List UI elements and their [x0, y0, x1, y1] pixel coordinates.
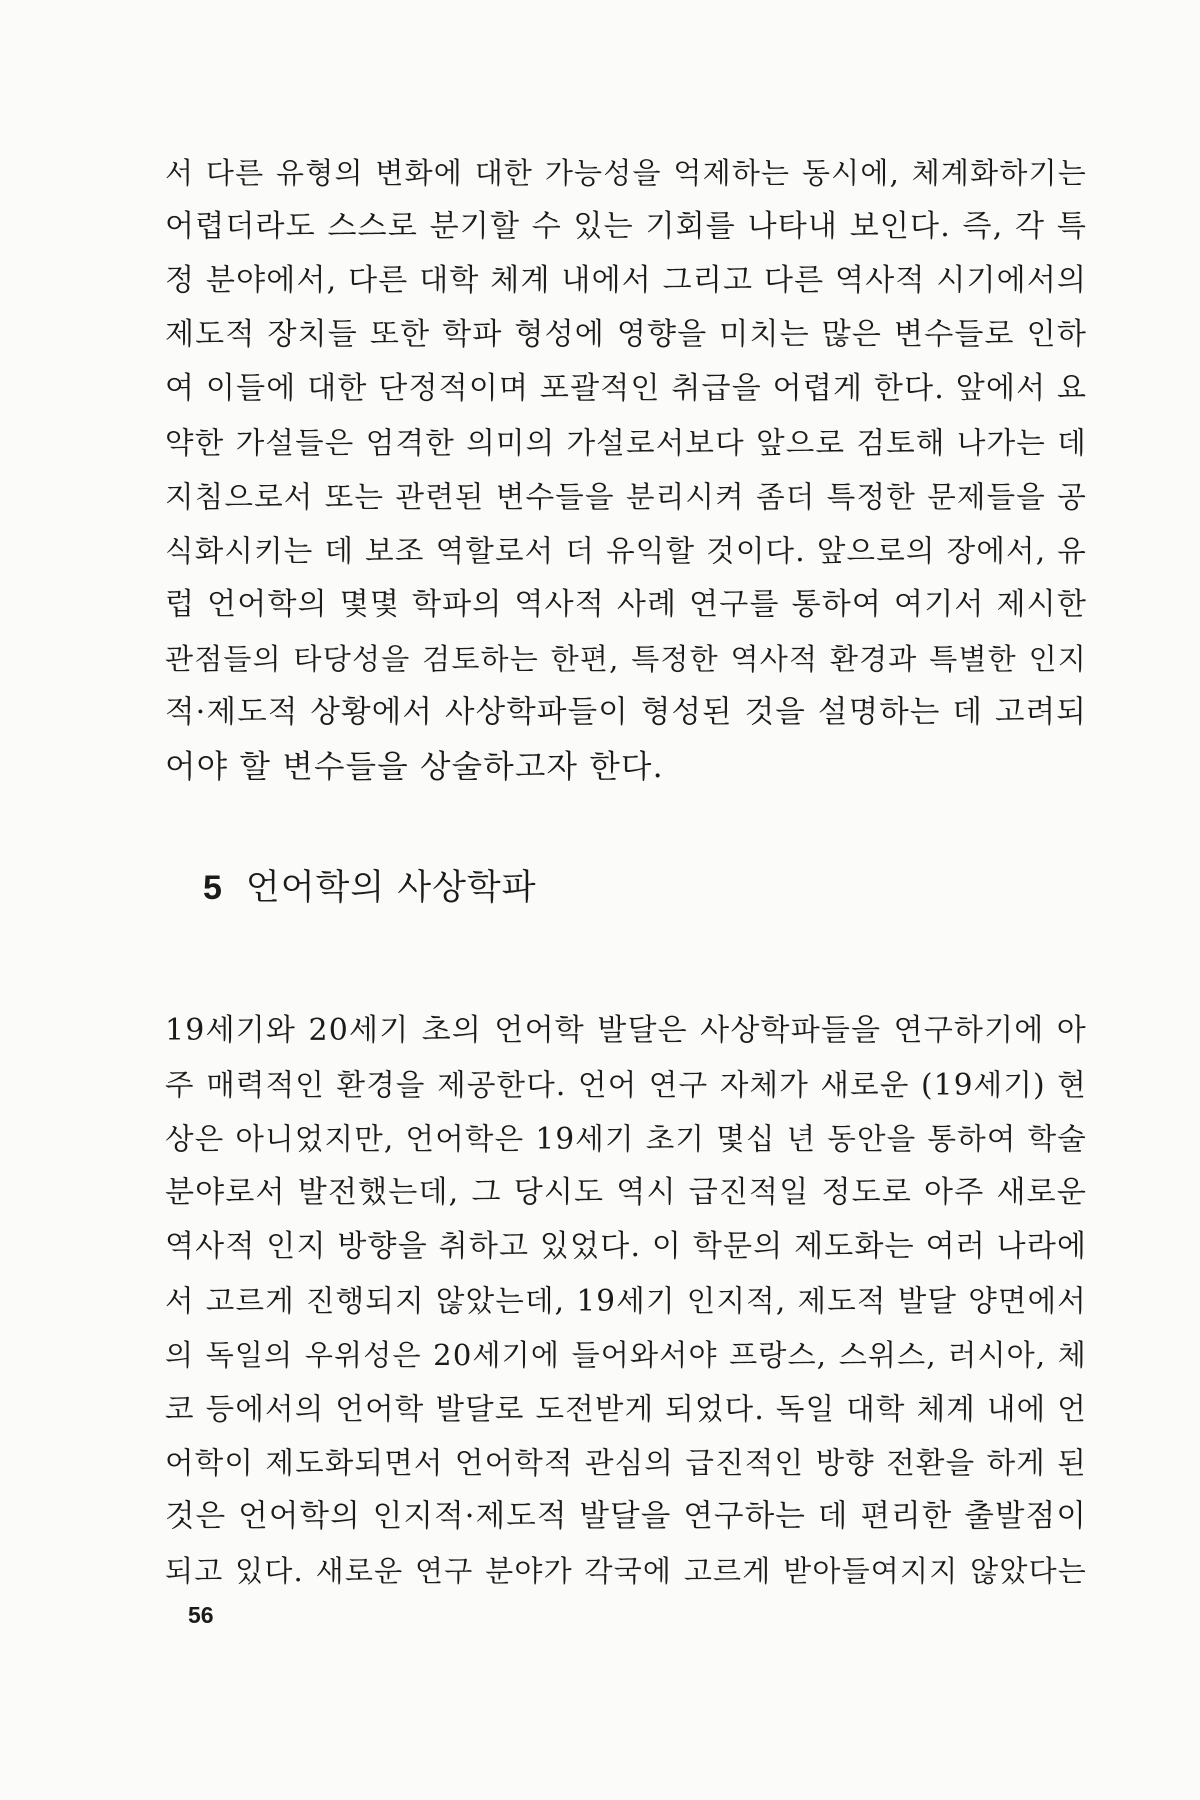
text-line: 약한 가설들은 엄격한 의미의 가설로서보다 앞으로 검토해 나가는 데: [165, 426, 1087, 460]
body-paragraph-top: [165, 146, 1087, 794]
text-line: 19세기와 20세기 초의 언어학 발달은 사상학파들을 연구하기에 아: [165, 1013, 1087, 1048]
text-line: 것은 언어학의 인지적·제도적 발달을 연구하는 데 편리한 출발점이: [165, 1499, 1087, 1534]
text-line: 역사적 인지 방향을 취하고 있었다. 이 학문의 제도화는 여러 나라에: [165, 1229, 1088, 1264]
text-line: 정 분야에서, 다른 대학 체계 내에서 그리고 다른 역사적 시기에서의: [165, 263, 1088, 298]
text-line: 제도적 장치들 또한 학파 형성에 영향을 미치는 많은 변수들로 인하: [165, 317, 1087, 352]
text-line: 지침으로서 또는 관련된 변수들을 분리시켜 좀더 특정한 문제들을 공: [165, 480, 1087, 514]
text-line: 서 고르게 진행되지 않았는데, 19세기 인지적, 제도적 발달 양면에서: [165, 1284, 1087, 1318]
text-line: 분야로서 발전했는데, 그 당시도 역시 급진적일 정도로 아주 새로운: [165, 1175, 1087, 1210]
text-line: 주 매력적인 환경을 제공한다. 언어 연구 자체가 새로운 (19세기) 현: [165, 1068, 1087, 1102]
text-line: 상은 아니었지만, 언어학은 19세기 초기 몇십 년 동안을 통하여 학술: [165, 1122, 1087, 1156]
text-line: 어렵더라도 스스로 분기할 수 있는 기회를 나타내 보인다. 즉, 각 특: [165, 209, 1087, 244]
section-title: 언어학의 사상학파: [245, 868, 537, 908]
section-number: 5: [203, 869, 222, 907]
text-line: 여 이들에 대한 단정적이며 포괄적인 취급을 어렵게 한다. 앞에서 요: [165, 371, 1088, 406]
text-line: 관점들의 타당성을 검토하는 한편, 특정한 역사적 환경과 특별한 인지: [165, 642, 1087, 676]
text-line: 되고 있다. 새로운 연구 분야가 각국에 고르게 받아들여지지 않았다는: [165, 1554, 1087, 1588]
text-line-last: 어야 할 변수들을 상술하고자 한다.: [165, 749, 664, 785]
body-paragraph-section: [165, 1004, 1087, 1598]
text-line: 럽 언어학의 몇몇 학파의 역사적 사례 연구를 통하여 여기서 제시한: [165, 587, 1087, 622]
page-number: 56: [188, 1602, 214, 1628]
text-line: 서 다른 유형의 변화에 대한 가능성을 억제하는 동시에, 체계화하기는: [165, 156, 1087, 190]
section-heading: [203, 860, 537, 910]
text-line: 어학이 제도화되면서 언어학적 관심의 급진적인 방향 전환을 하게 된: [165, 1446, 1087, 1480]
text-line: 의 독일의 우위성은 20세기에 들어와서야 프랑스, 스위스, 러시아, 체: [165, 1338, 1087, 1372]
text-line: 식화시키는 데 보조 역할로서 더 유익할 것이다. 앞으로의 장에서, 유: [165, 534, 1087, 568]
text-line: 적·제도적 상황에서 사상학파들이 형성된 것을 설명하는 데 고려되: [165, 695, 1087, 730]
text-line: 코 등에서의 언어학 발달로 도전받게 되었다. 독일 대학 체계 내에 언: [165, 1392, 1087, 1426]
